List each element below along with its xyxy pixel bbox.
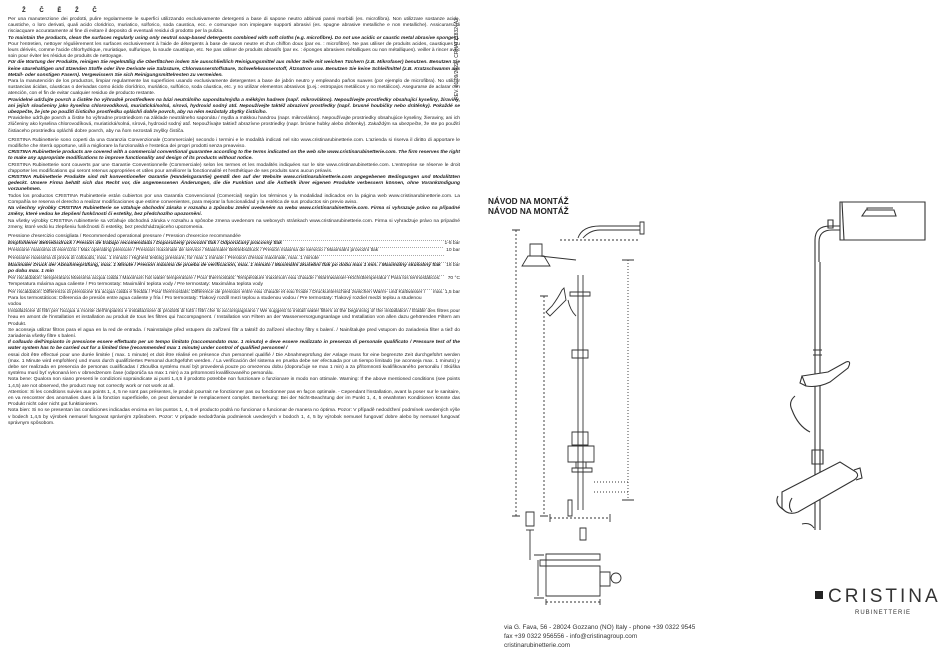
section-header: Ž Č Ě Ž Č — [22, 8, 103, 14]
address-line: fax +39 0322 956556 - info@cristinagroup.com — [504, 632, 638, 640]
warranty-paragraph: CRISTINA Rubinetterie Produkte sind mit konventioneller Garantie (Handelsgarantie) gemäß den auf der Website www.cristinarubinetterie.com angegebenen Bedingungen und Modalitäten gedeckt. Unsere Firma behält sich das Recht vor, die angemessenen Änderungen, die die Funktion und die Ästhetik ihrer eigenen Produkte verbessern können, ohne Vorankündigung vorzunehmen. — [8, 175, 460, 193]
spec-value: 1-5 bar — [444, 241, 460, 247]
spec-value: max. 1,5 bar — [432, 289, 460, 295]
brand-name: CRISTINA — [828, 586, 941, 607]
spec-row — [8, 290, 460, 310]
address-line: via G. Fava, 56 - 28024 Gozzano (NO) Italy - phone +39 0322 9545 — [504, 624, 696, 631]
spec-value: 10 bar — [446, 248, 460, 254]
warranty-paragraph: Na všechny výrobky CRISTINA Rubinetterie se vztahuje obchodní záruka v rozsahu a způsobu změní uvedeném na webu www.cristinarubinetterie.com. Firma si vyhrazuje právo na případné změny, které vedou ke zlepšení funkčnosti či estetiky, bez předchozího upozornění. — [8, 206, 460, 218]
company-address — [504, 624, 695, 650]
specifications-section — [8, 234, 460, 309]
instructions-column — [8, 8, 460, 427]
doc-code-text: REV. 01 09/2022 · CRHAT178324A2 — [453, 18, 460, 100]
notes-section — [8, 309, 460, 427]
thermostat-detail — [526, 512, 621, 605]
title-line: NÁVOD NA MONTÁŽ — [488, 206, 569, 216]
notes-paragraph: Installazione di filtri per l'acqua a monte dell'impianto e installazione di prodotti di tutti i filtri che lo accompagnano / We suggest to install water filters at the beginning of the installation / Établir des filtres pour l'eau en amont de l'installation et installation au produit de tous les filtres qui l'accompagnent. / Installation von Filtern an der Wasserversorgungsanlage und Installation von allen dazu gehörenden Filtern am Produkt. — [8, 309, 460, 327]
spec-label: Pressione massima di esercizio / Max operating pressure / Pression maximale de service / Maximaler Betriebsdruck / Presión máxima de servicio / Maximální provozní tlak — [8, 248, 444, 255]
warranty-paragraph: CRISTINA Rubinetterie products are covered with a commercial conventional guarantee according to the terms indicated on the web site www.cristinarubinetterie.com. The firm reserves the right to make any appropriate modifications to improve functionality and design of its products without notice. — [8, 150, 460, 162]
spec-row — [8, 256, 460, 263]
spec-row — [8, 248, 460, 255]
spec-label: Maximaler Druck der Abnahmeprüfung, max. 1 Minute / Presión máxima de prueba de verificación, max. 1 minuto / Maximální zkušební tlak po dobu max 1 min. / Maximálny skúšobný tlak po dobu max. 1 min — [8, 263, 444, 276]
spec-label: Per riscaldatori: Differenza di pressione tra acqua calda e fredda / Pour thermostats: Différence de pression entre eau chaude et eau froide / Druckunterschied zwischen Warm- und Kaltwasser / Para los termostáticos: Diferencia de presión entre agua caliente y fría / Pro termostaty: Tlakový rozdíl mezi teplou a studenou vodou / Pre termostaty: Tlakový rozdiel medzi teplou a studenou vodou — [8, 290, 431, 310]
cleaning-paragraph: Für die Wartung der Produkte, reinigen Sie regelmäßig die Oberflächen indem Sie ausschließlich Reinigungsmittel aus milder Seife mit weichen Tüchern (z.B. Mikrofaser) benutzen. Benutzen Sie keine säurehaltigen und ätzenden Stoffe oder ihre Derivate wie Salzsäure, Chlorwasserstoffsäure, Schwefelwasserstoff, Ätznatron usw. Benutzen Sie keine Schleifmittel (z.B. Kratzschwamm aus Metall- oder sonstigen Fasern). Vergewissern Sie sich Reinigungsmittelresten zu vermeiden. — [8, 60, 460, 78]
spec-value: 70 °C — [447, 276, 460, 282]
warranty-paragraph: Todos los productos CRISTINA Rubinetterie están cubiertos por una Garantía Convencional (Comercial) según los términos y la modalidad indicados en la página web www.cristinarubinetterie.com. La Compañía se reserva el derecho a realizar modificaciones que estime convenientes, para mejorar la funcionalidad y la estética de sus productos sin previo aviso. — [8, 193, 460, 205]
spec-label: Pressione d'esercizio consigliata / Recommended operational pressure / Pression d'exercice recommandée — [8, 234, 458, 241]
shower-column-illustration — [777, 202, 925, 530]
brand-subtitle: RUBINETTERIE — [855, 610, 912, 616]
cleaning-paragraph: Para la manutención de los productos, limpiar regularmente las superficies usando exclusivamente detergentes a base de jabón neutro y empleando paños suaves (por ejemplo de microfibra). No utilizar sustancias ácidas, cáusticas o derivadas como ácido clorídrico, muriático, sulfúrico, soda cáustica, etc. y no utilizar elementos abrasivos (p.ej.: estropajos metálicos y no metálicos). Asegurarse de aclarar con atención, con el fin de evitar cualquier residuo de producto restante. — [8, 79, 460, 97]
warranty-paragraph: Na všetky výrobky CRISTINA rubinetterie sa vzťahuje obchodná záruka v rozsahu a spôsobe zmena uvedenom na webovych stránkach www.cristinarubinetterie.com. Firma si vyhradzuje právo na prípadné zmeny, ktoré vedú ku zlepšeniu funkčnosti či estetiky, bez predchádzajúceho upozornenia. — [8, 218, 460, 230]
cleaning-paragraph: Per una manutenzione dei prodotti, pulire regolarmente le superfici utilizzando esclusivamente detergenti a base di sapone neutro abbinati panni morbidi (es. microfibra). Non utilizzare sostanze acide, caustiche, o loro derivati, quali acido cloridrico, muriatico, solforico, soda caustica, ecc. e comunque non impiegare supporti abrasivi (es. spugne abrasive metalliche e non metalliche). Assicurarsi di risciacquare accuratamente al fine di evitare il deposito di eventuali residui di prodotto per la pulizia. — [8, 17, 460, 35]
spec-label: Per riscaldatori: temperatura Massima acqua calda / Maximum hot water temperature / Pour thermostats: Température maximum eau chaude / Warmwasser-Höchsttemperatur / Para los termostáticos: Temperatura máxima agua caliente / Pro termostaty: Maximální teplota vody / Pre termostaty: Maximálna teplota vody — [8, 276, 446, 289]
spec-row — [8, 276, 460, 289]
cleaning-paragraph: Pravidelné udržujte povrch a čistěte ho výhradně prostředkem na bázi neutrálního saponátu/mýdla a měkkým hadrem (např. mikrovlákno). Nepoužívejte prostředky obsahující kyseliny, žíraviny, ani jejich sloučeniny jako kyselina chlorovodíková, muriatická/solná, sírová, hydroxid sodný atd. Nepoužívejte taktéž abrazivní prostředky (např. brusné houbičky nebo drátěnky). Pokaždé se ubezpečte, že jste po použití čisticího prostředku opláchli dobře povrch, aby na něm nezůstaly zbytky čisticího. — [8, 97, 460, 116]
warranty-section — [8, 138, 460, 231]
spec-value: 16 bar — [446, 262, 460, 268]
notes-paragraph: Attention: Si les conditions suivies aux points 1, 4, 5 ne sont pas présentes, le produit pourrait ne fonctionner pas ou fonctionner pas en façon optimale. - Cependant l'installation, avant la poser sur le sanitaire, en va rencontrer des anomalies dues à la fonction superficielle, on peut demander le remplacement complet. Bemerkung: Bei der Nicht-Beachtung der im Punkt 1, 4, 5 erwähnten Konditionen könnte das Produkt nicht oder nicht gut funktionieren. — [8, 389, 460, 408]
logo-square — [815, 591, 823, 599]
spec-label: Pressione massima di prova di collaudo, max. 1 minuto / Highest testing pressure, for max 1 minute / Pression d'essai maximale, max. 1 minute — [8, 256, 458, 263]
cleaning-paragraph: Pravidelne udržujte povrch a čistite ho výhradne prostriedkom na základe neutrálneho saponátu / mydla a mäkkou handrou (napr. mikrovlákno). Nepoužívajte prostriedky obsahujúce kyseliny, žieraviny, ani ich zlúčeniny ako kyselina chlorovodíková, muriatická/solná, sírová, hydroxid sodný atď. Nepoužívajte taktiež abrazívne prostriedky (napr. brúsne hubky alebo drôtenky). Zakaždým sa ubezpečte, že ste po použití čistiaceho prostriedku opláchli dobre povrch, aby na ňom nezostali zvyšky čističa. — [8, 116, 460, 134]
notes-paragraph: Nota bene: Qualora non siano presenti le condizioni sopraindicate ai punti 1,4,5 il prodotto potrebbe non funzionare o funzionare in modo non ottimale. Warning: If the above mentioned conditions (see points 1,4,5) are not observed, the product may not correctly work or not work at all. — [8, 377, 460, 389]
notes-paragraph: Nota bien: Si no se presentan las condiciones indicadas encima en los puntos 1, 4, 5 el producto podrá no funcionar o funcionar de manera no óptima. Pozor: V případě nedodržení podmínek uvedených výše v bodech 1,4,5 by výrobek nemusel fungovat správným způsobem. Pozor: V prípade nedodržania podmienok uvedených v bodoch 1, 4, 5 by výrobok nemusel fungovať dobre alebo by nemusel fungovať správnym spôsobom. — [8, 408, 460, 426]
notes-paragraph: essai doit être effectué pour une durée limitée ( max. 1 minute) et doit être réalisé en présence d'un personnel qualifié / Die Abnahmeprüfung der Anlage muss für eine begrenzte Zeit durchgeführt werden (max. 1 Minute wird empfohlen) und muss durch qualifiziertes Personal durchgeführt werden. / La verificación del sistema en prueba debe ser efectuada por un tiempo limitado (se aconseja max. 1 minuto) y debe ser realizada en presencia de personas cualificadas / Zkouška systému musí být provedená pouze po omezenou dobu (doporučuje se max 1 min) a za přítomnosti kvalifikovaného personálu / Skúška systému musí byť vykonaná len v obmedzenom čase (odporúča sa max 1 min) a za prítomnosti kvalifikovaného personálu. — [8, 352, 460, 377]
spec-label: Empfohlener Betriebsdruck / Presión de trabajo recomendada / Doporučený provozní tlak / Odporúčaný pracovný tlak — [8, 241, 443, 248]
cleaning-paragraph: Pour l'entretien, nettoyer régulièrement les surfaces exclusivement à l'aide de détergents à base de savon neutre et d'un chiffon doux (par ex. : microfibre). Ne pas utiliser de produits acides, caustiques ou leurs dérivés, comme l'acide chlorhydrique, muriatique, sulfurique, la soude caustique, etc. Ne pas utiliser de produits abrasifs (par ex. : éponges abrasives métalliques ou non métalliques). veiller à rincer avec soin pour éviter les résidus de produits de nettoyage. — [8, 41, 460, 60]
document-code — [453, 12, 470, 112]
spec-row — [8, 263, 460, 276]
cleaning-paragraph: To maintain the products, clean the surfaces regularly using only neutral soap-based detergents combined with soft cloths (e.g. microfibre). Do not use acidic or caustic metal abrasive sponges). — [8, 35, 460, 41]
notes-paragraph: Il collaudo dell'impianto in pressione essere effettuato per un tempo limitato (raccomandato max. 1 minuto) e deve essere realizzato in presenza di personale qualificato / Pressure test of the water system has to be carried out for a limited time (recommended max 1 minute) under control of qualified personnel / — [8, 340, 460, 352]
warranty-paragraph: CRISTINA Rubinetterie sono coperti da una Garanzia Convenzionale (Commerciale) secondo i termini e le modalità indicati nel sito www.cristinarubinetterie.com. L'azienda si riserva il diritto di apportare le modifiche che riterrà opportune, utili a migliorare la funzionalità e l'estetica dei propri prodotti senza preavviso. — [8, 137, 460, 150]
warranty-paragraph: CRISTINA Rubinetterie sont couverts par une Garantie Conventionnelle (Commerciale) selon les termes et les modalités indiquées sur le site www.cristinarubinetterie.com. L'entreprise se réserve le droit d'apporter les modifications qui seront retenus appropriées et utiles pour améliorer la fonctionnalité et l'esthétique de ses produits sans aucun préavis. — [8, 162, 460, 174]
shower-column-diagram — [510, 200, 940, 620]
title-line: NÁVOD NA MONTÁŽ — [488, 197, 569, 206]
notes-paragraph: Se aconseja utilizar filtros para el agua en la red de entrada. / Nainstalujte před vstupem do zařízení filtr a taktéž do zařízení všechny filtry s balení. / Nainštalujte pred vstupom do zariadenia filter a tiež do zariadenia všetky filtre s balení. — [8, 327, 460, 339]
cleaning-section — [8, 17, 460, 135]
technical-drawing — [512, 222, 644, 522]
address-line: cristinarubinetterie.com — [504, 641, 571, 649]
